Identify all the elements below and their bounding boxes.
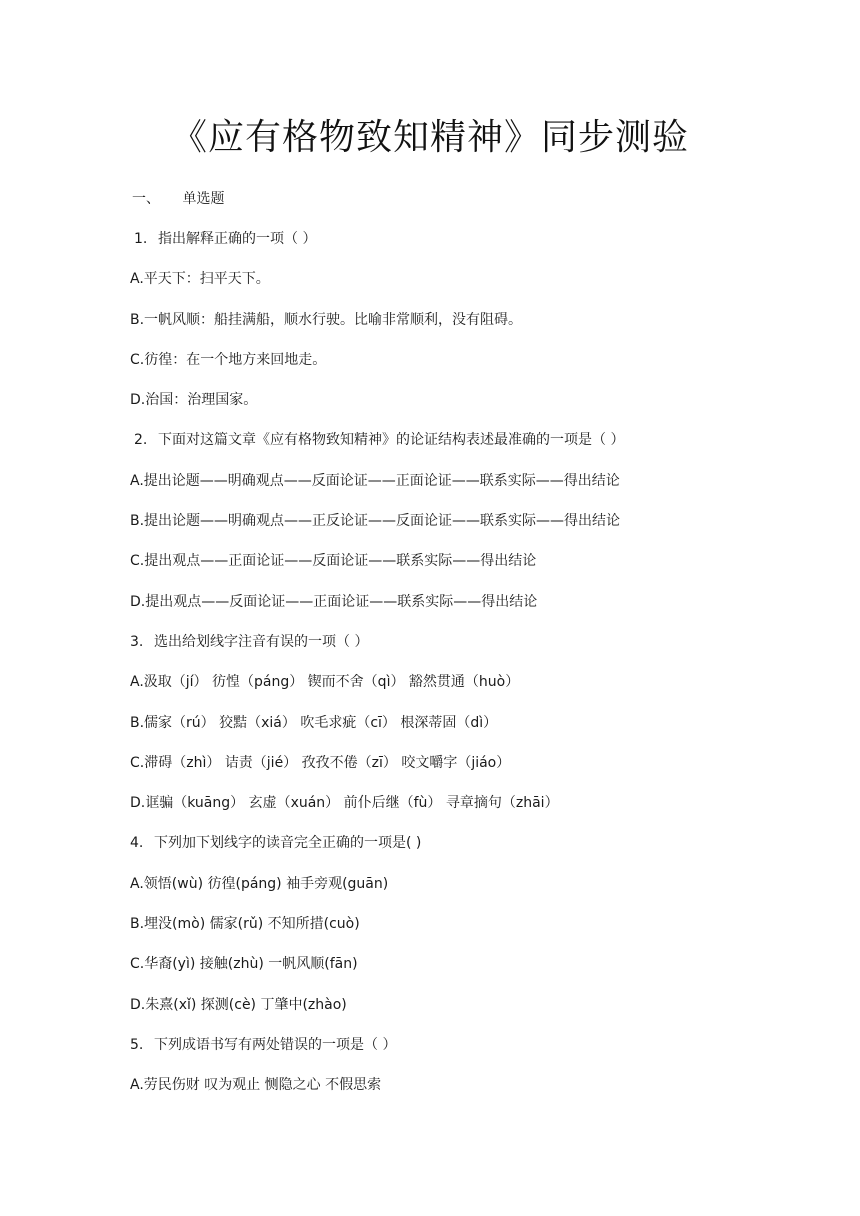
answer-option: B.儒家（rú） 狡黠（xiá） 吹毛求疵（cī） 根深蒂固（dì）	[130, 714, 498, 731]
answer-option: A.汲取（jí） 彷惶（páng） 锲而不舍（qì） 豁然贯通（huò）	[130, 674, 520, 691]
answer-option: D.诓骗（kuāng） 玄虚（xuán） 前仆后继（fù） 寻章摘句（zhāi）	[130, 795, 559, 812]
section-label: 单选题	[182, 191, 225, 207]
question-stem	[130, 631, 770, 671]
question-stem	[130, 429, 770, 469]
question-number: 5.	[130, 1036, 144, 1053]
question-number: 1.	[134, 231, 148, 247]
question-text: 下面对这篇文章《应有格物致知精神》的论证结构表述最准确的一项是（ ）	[158, 432, 625, 449]
section-header	[132, 188, 224, 210]
answer-option: B.提出论题——明确观点——正反论证——反面论证——联系实际——得出结论	[130, 513, 621, 530]
question-text: 下列加下划线字的读音完全正确的一项是( )	[154, 835, 422, 852]
answer-option: A.领悟(wù) 彷徨(páng) 袖手旁观(guān)	[130, 875, 389, 892]
question-number: 3.	[130, 633, 144, 650]
answer-option: D.提出观点——反面论证——正面论证——联系实际——得出结论	[130, 593, 538, 610]
answer-option: C.提出观点——正面论证——反面论证——联系实际——得出结论	[130, 553, 537, 570]
document-title: 《应有格物致知精神》同步测验	[170, 117, 689, 158]
answer-option: C.彷徨：在一个地方来回地走。	[130, 351, 327, 368]
answer-option: C.滞碍（zhì） 诘责（jié） 孜孜不倦（zī） 咬文嚼字（jiáo）	[130, 754, 511, 771]
answer-option: A.劳民伤财 叹为观止 恻隐之心 不假思索	[130, 1077, 382, 1094]
answer-option: C.华裔(yì) 接触(zhù) 一帆风顺(fān)	[130, 956, 358, 973]
question-text: 下列成语书写有两处错误的一项是（ ）	[154, 1036, 397, 1053]
answer-option: A.平天下：扫平天下。	[130, 271, 270, 288]
answer-option: D.朱熹(xǐ) 探测(cè) 丁肇中(zhào)	[130, 996, 347, 1013]
answer-option: B.埋没(mò) 儒家(rǔ) 不知所措(cuò)	[130, 916, 360, 933]
question-stem	[130, 228, 770, 268]
question-text: 选出给划线字注音有误的一项（ ）	[154, 633, 369, 650]
question-number: 4.	[130, 835, 144, 852]
question-number: 2.	[134, 432, 148, 449]
question-list	[130, 228, 770, 1115]
answer-option: A.提出论题——明确观点——反面论证——正面论证——联系实际——得出结论	[130, 472, 620, 489]
section-number: 一、	[132, 191, 160, 207]
question-stem	[130, 1034, 770, 1074]
question-stem	[130, 832, 770, 872]
answer-option: D.治国：治理国家。	[130, 392, 258, 409]
answer-option: B.一帆风顺：船挂满船，顺水行驶。比喻非常顺利，没有阻碍。	[130, 311, 523, 328]
question-text: 指出解释正确的一项（ ）	[158, 231, 317, 247]
